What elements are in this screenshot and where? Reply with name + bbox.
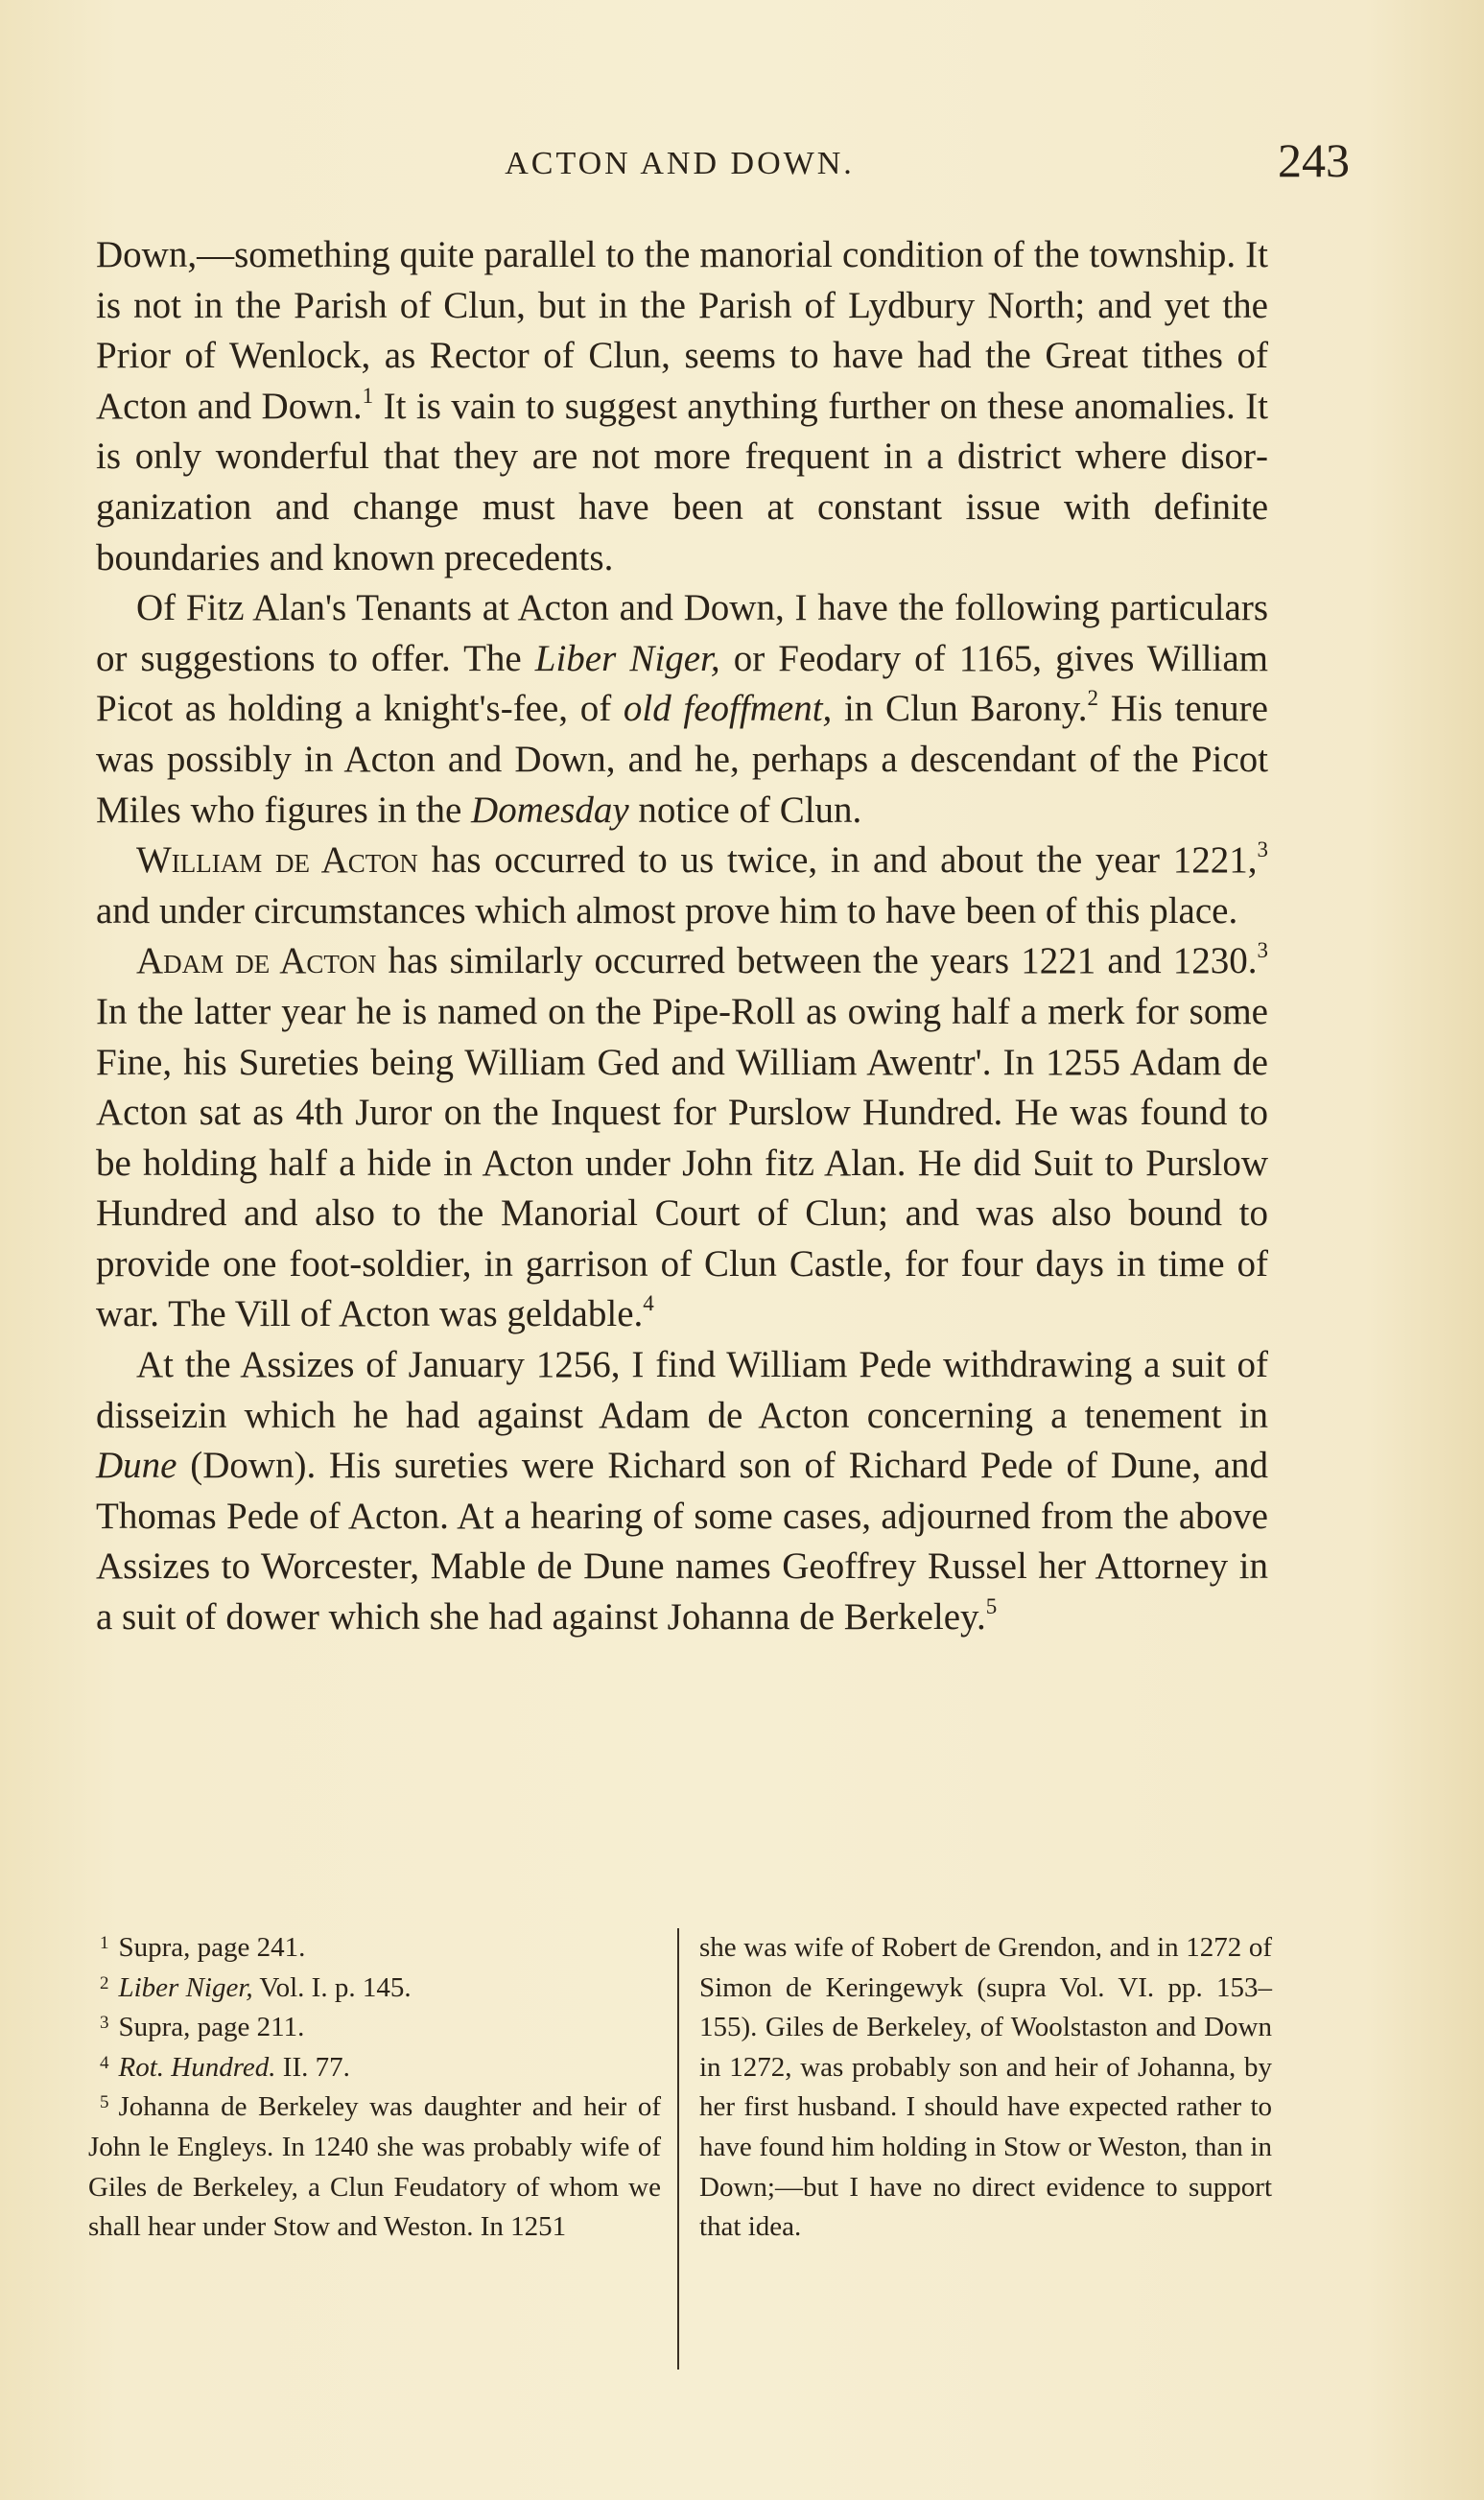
text-run: His tenure was possibly in Acton and Down, and he, perhaps a descendant of the Picot Miles who figures in the: [96, 688, 1268, 831]
italic-place: Dune: [96, 1445, 177, 1487]
column-divider: [677, 1928, 679, 2370]
running-head: ACTON AND DOWN.: [505, 146, 855, 181]
footnotes-right-column: [699, 1928, 1272, 2248]
italic-title: Liber Niger,: [534, 637, 720, 679]
footnotes-left-column: [88, 1928, 661, 2248]
text-run: In the latter year he is named on the Pipe-Roll as owing half a merk for some Fine, his Sureties being William Ged and William Awentr'. In 1255 Adam de Acton sat as 4th Juror on the Inquest for Purslow Hundred. He was found to be holding half a hide in Acton under John fitz Alan. He did Suit to Purslow Hundred and also to the Manorial Court of Clun; and was also bound to provide one foot-soldier, in garrison of Clun Castle, for four days in time of war. The Vill of Acton was geldable.: [96, 990, 1268, 1335]
text-run: notice of Clun.: [628, 789, 862, 831]
italic-title: Domesday: [471, 789, 629, 831]
footnote-5-continued: [699, 1928, 1272, 2248]
footnote-text: Vol. I. p. 145.: [252, 1971, 412, 2003]
text-run: Of Fitz Alan's Tenants at Acton and Down, I have the following particulars or suggestions to offer. The: [96, 587, 1268, 679]
text-run: has occurred to us twice, in and about the year 1221,: [417, 839, 1258, 882]
paragraph-5: [96, 1340, 1268, 1643]
text-run: At the Assizes of January 1256, I find William Pede withdrawing a suit of disseizin which he had against Adam de Acton concerning a tenement in: [96, 1344, 1268, 1436]
paragraph-4: [96, 936, 1268, 1340]
footnote-italic: Rot. Hundred.: [118, 2051, 276, 2083]
main-text: [96, 230, 1268, 1643]
footnotes: [88, 1928, 1276, 2408]
footnote-text: Supra, page 241.: [118, 1932, 306, 1963]
footnote-ref: 3: [1257, 938, 1269, 963]
footnote-text: II. 77.: [275, 2051, 350, 2083]
person-name: Adam de Acton: [136, 940, 377, 982]
footnote-number: 2: [100, 1972, 109, 1993]
footnote-1: [88, 1928, 661, 1969]
page-header: [96, 132, 1350, 190]
paragraph-3: [96, 836, 1268, 936]
text-run: (Down). His sureties were Richard son of Richard Pede of Dune, and Thomas Pede of Acton. At a hearing of some cases, adjourned from the above Assizes to Worcester, Mable de Dune names Geoffrey Russel her Attorney in a suit of dower which she had against Johanna de Berkeley.: [96, 1445, 1268, 1639]
footnote-text: she was wife of Robert de Grendon, and in 1272 of Simon de Keringewyk (supra Vol. VI. pp. 153–155). Giles de Berkeley, of Woolstaston and Down in 1272, was probably son and heir of Johanna, by her first husband. I should have expected rather to have found him holding in Stow or Weston, than in Down;—but I have no direct evidence to support that idea.: [699, 1932, 1272, 2243]
footnote-2: [88, 1969, 661, 2009]
footnote-4: [88, 2048, 661, 2088]
footnote-ref: 5: [985, 1594, 998, 1619]
footnote-text: Johanna de Berkeley was daughter and heir of John le Engleys. In 1240 she was probably wife of Giles de Berkeley, a Clun Feudatory of whom we shall hear under Stow and Weston. In 1251: [88, 2091, 661, 2243]
footnote-ref: 3: [1257, 837, 1268, 862]
text-run: and under circumstances which almost prove him to have been of this place.: [96, 889, 1238, 932]
text-run: or Feodary of 1165, gives William Picot as holding a knight's-fee, of: [96, 637, 1268, 730]
footnote-number: 1: [100, 1933, 109, 1953]
paragraph-2: [96, 583, 1268, 836]
text-run: has similarly occurred between the years 1221 and 1230.: [376, 940, 1258, 982]
footnote-number: 4: [100, 2052, 109, 2073]
footnote-5: [88, 2087, 661, 2247]
text-run: It is vain to suggest anything further on these anomalies. It is only wonderful that they are not more frequent in a district where disorganization and change must have been at constant issue with definite boundaries and known precedents.: [96, 385, 1268, 578]
footnote-ref: 1: [362, 383, 374, 408]
footnote-number: 5: [100, 2092, 109, 2113]
footnote-number: 3: [100, 2013, 109, 2034]
footnote-ref: 4: [643, 1291, 654, 1316]
footnote-italic: Liber Niger,: [118, 1971, 253, 2003]
page-number: 243: [1278, 133, 1350, 187]
footnote-ref: 2: [1087, 686, 1099, 711]
text-run: in Clun Barony.: [832, 688, 1088, 730]
footnote-text: Supra, page 211.: [118, 2012, 305, 2043]
footnote-3: [88, 2008, 661, 2048]
person-name: William de Acton: [136, 839, 418, 882]
text-run: Down,—something quite parallel to the manorial condition of the township. It is not in the Parish of Clun, but in the Parish of Lydbury North; and yet the Prior of Wenlock, as Rector of Clun, seems to have had the Great tithes of Acton and Down.: [96, 234, 1268, 427]
paragraph-1: [96, 230, 1268, 583]
italic-term: old feoffment,: [623, 688, 833, 730]
